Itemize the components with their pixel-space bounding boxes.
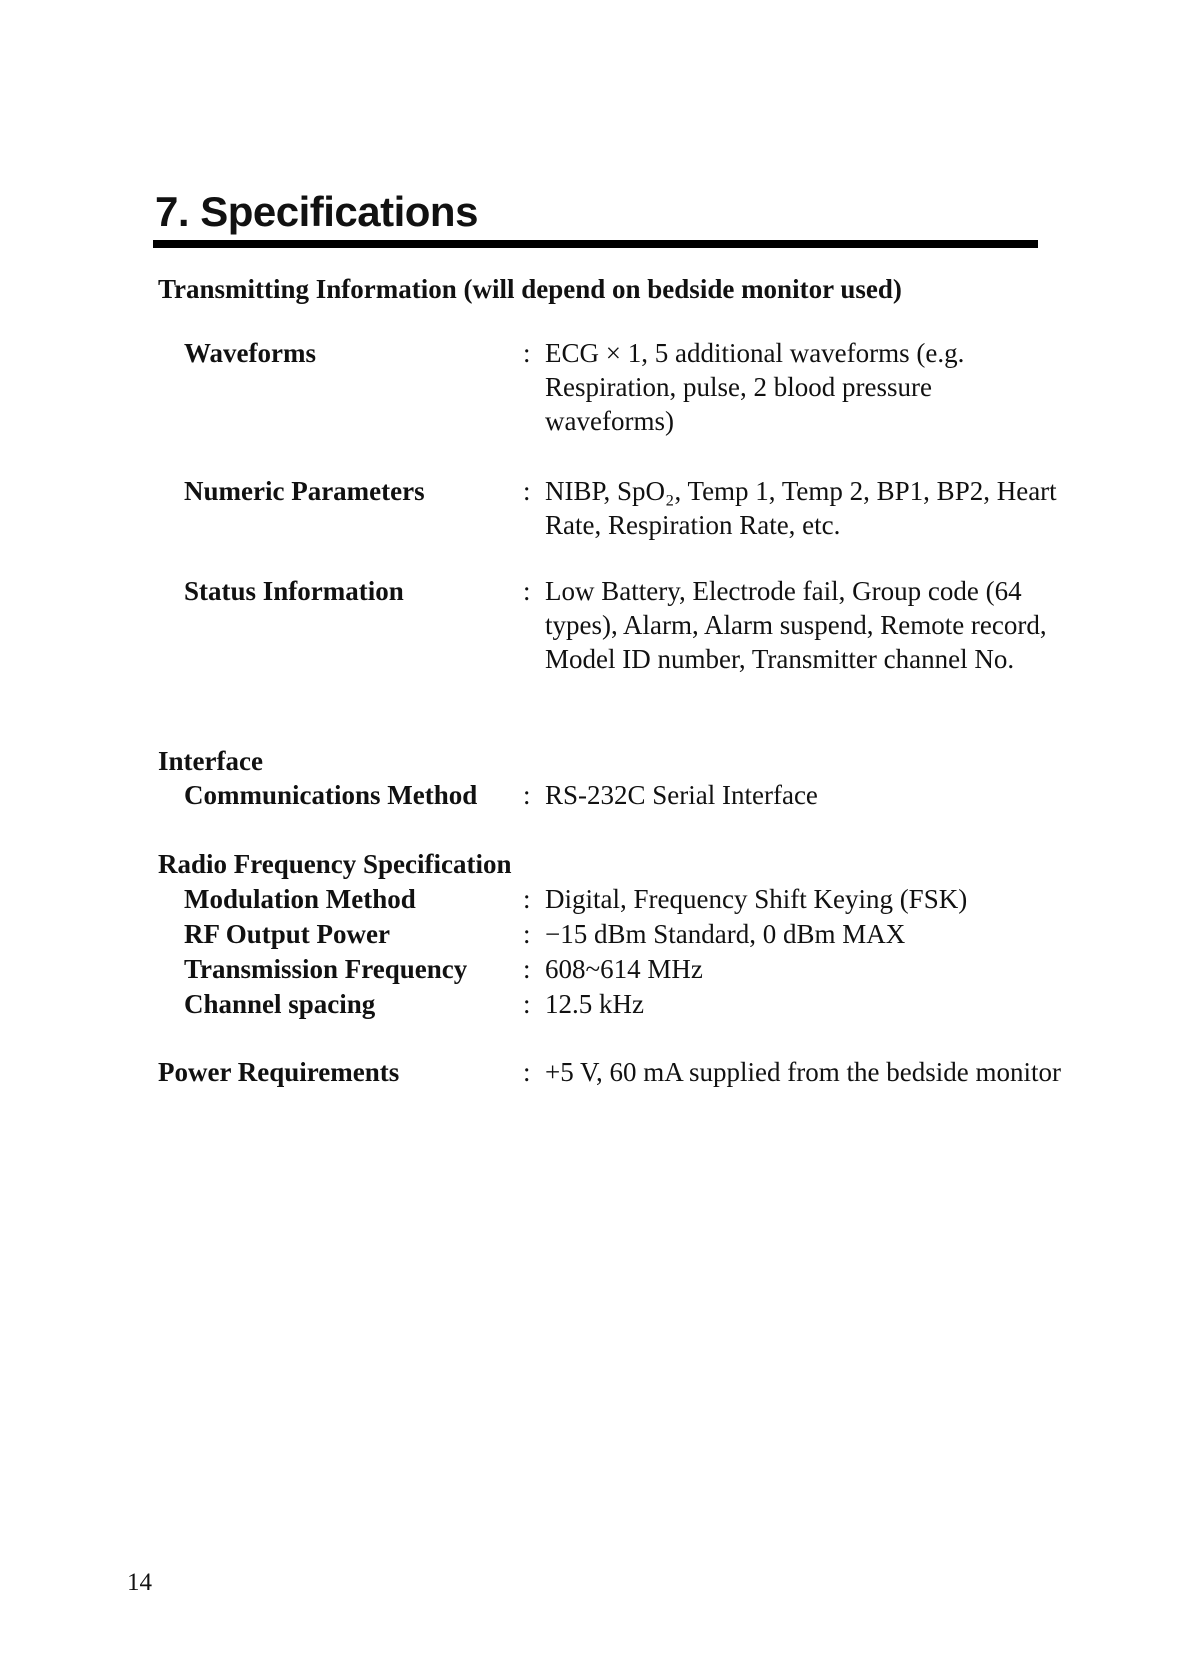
spec-label-waveforms: Waveforms bbox=[184, 338, 316, 368]
spec-label-channel-spacing: Channel spacing bbox=[184, 989, 376, 1019]
separator-colon: : bbox=[523, 954, 531, 984]
separator-colon: : bbox=[523, 989, 531, 1019]
spec-value-numeric-parameters: : NIBP, SpO₂, Temp 1, Temp 2, BP1, BP2, Heart Rate, Respiration Rate, etc. bbox=[523, 476, 1057, 540]
page-title: 7. Specifications bbox=[155, 188, 478, 235]
spec-value-modulation-method: : Digital, Frequency Shift Keying (FSK) bbox=[523, 884, 968, 914]
spec-value-status-information: : Low Battery, Electrode fail, Group code (64 types), Alarm, Alarm suspend, Remote record, Model ID number, Transmitter channel No. bbox=[523, 576, 1047, 674]
title-rule bbox=[153, 240, 1038, 248]
spec-value-communications-method: : RS-232C Serial Interface bbox=[523, 780, 818, 810]
spec-value-power-requirements: : +5 V, 60 mA supplied from the bedside monitor bbox=[523, 1057, 1061, 1087]
spec-label-power-requirements: Power Requirements bbox=[158, 1057, 400, 1087]
separator-colon: : bbox=[523, 884, 531, 914]
section-heading-interface: Interface bbox=[158, 746, 263, 776]
spec-label-numeric-parameters: Numeric Parameters bbox=[184, 476, 425, 506]
page-number: 14 bbox=[127, 1569, 152, 1596]
separator-colon: : bbox=[523, 476, 531, 506]
separator-colon: : bbox=[523, 1057, 531, 1087]
spec-label-rf-output-power: RF Output Power bbox=[184, 919, 390, 949]
spec-value-channel-spacing: : 12.5 kHz bbox=[523, 989, 644, 1019]
spec-label-modulation-method: Modulation Method bbox=[184, 884, 416, 914]
spec-value-waveforms: : ECG × 1, 5 additional waveforms (e.g. Respiration, pulse, 2 blood pressure waveforms) bbox=[523, 338, 965, 436]
separator-colon: : bbox=[523, 919, 531, 949]
section-heading-radio-frequency: Radio Frequency Specification bbox=[158, 849, 512, 879]
spec-label-communications-method: Communications Method bbox=[184, 780, 478, 810]
separator-colon: : bbox=[523, 338, 531, 368]
separator-colon: : bbox=[523, 780, 531, 810]
section-heading-transmitting-information: Transmitting Information (will depend on bedside monitor used) bbox=[158, 274, 902, 304]
spec-label-transmission-frequency: Transmission Frequency bbox=[184, 954, 468, 984]
separator-colon: : bbox=[523, 576, 531, 606]
spec-value-transmission-frequency: : 608~614 MHz bbox=[523, 954, 703, 984]
spec-value-rf-output-power: : −15 dBm Standard, 0 dBm MAX bbox=[523, 919, 906, 949]
spec-label-status-information: Status Information bbox=[184, 576, 404, 606]
